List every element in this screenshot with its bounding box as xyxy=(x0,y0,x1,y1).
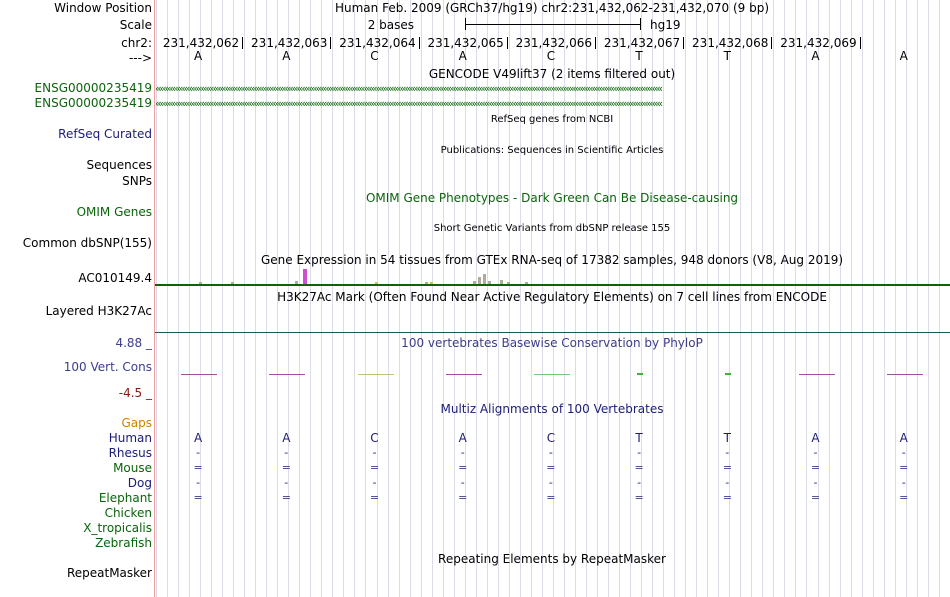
alignment-rhesus-cell: - xyxy=(284,446,289,459)
track-label-panel xyxy=(0,0,155,597)
conservation-mark[interactable] xyxy=(799,374,835,375)
alignment-human-cell: A xyxy=(811,431,820,445)
alignment-human-cell: T xyxy=(635,431,643,445)
gencode-track-title: GENCODE V49lift37 (2 items filtered out) xyxy=(428,67,676,81)
alignment-mouse-cell: = xyxy=(810,461,821,474)
multiz-track-title: Multiz Alignments of 100 Vertebrates xyxy=(440,402,664,416)
gene-strand-arrows-2[interactable] xyxy=(155,98,950,110)
coordinate-label: 231,432,062 xyxy=(162,36,240,50)
alignment-elephant-cell: = xyxy=(810,491,821,504)
coordinate-label: 231,432,068 xyxy=(692,36,769,50)
alignment-mouse-cell: = xyxy=(722,461,732,474)
omim-genes-label[interactable]: OMIM Genes xyxy=(76,205,152,219)
refseq-curated-label[interactable]: RefSeq Curated xyxy=(58,127,152,141)
coordinate-tick xyxy=(330,37,331,49)
alignment-dog-cell: - xyxy=(637,476,642,489)
coordinate-tick xyxy=(595,37,596,49)
repeatmasker-track-title: Repeating Elements by RepeatMasker xyxy=(438,552,666,566)
refseq-track-title: RefSeq genes from NCBI xyxy=(490,114,614,125)
alignment-mouse-cell: = xyxy=(458,461,468,474)
common-dbsnp-label[interactable]: Common dbSNP(155) xyxy=(22,236,152,250)
alignment-elephant-cell: = xyxy=(546,491,556,504)
alignment-mouse-cell: = xyxy=(281,461,291,474)
coordinate-tick xyxy=(419,37,420,49)
reference-base: A xyxy=(811,49,820,63)
gtex-track-title: Gene Expression in 54 tissues from GTEx RNA-seq of 17382 samples, 948 donors (V8, Aug 2019) xyxy=(260,253,844,267)
sequences-label[interactable]: Sequences xyxy=(86,158,152,172)
alignment-rhesus-cell: - xyxy=(901,446,906,459)
species-label-elephant: Elephant xyxy=(98,491,152,505)
scale-bar xyxy=(465,24,641,25)
alignment-elephant-cell: = xyxy=(369,491,380,504)
gtex-tissue-bar[interactable] xyxy=(303,269,307,284)
gtex-baseline xyxy=(155,284,950,286)
alignment-rhesus-cell: - xyxy=(460,446,465,459)
h3k27ac-signal-line xyxy=(155,332,950,333)
alignment-dog-cell: - xyxy=(196,476,201,489)
gtex-tissue-bar[interactable] xyxy=(483,274,486,284)
alignment-elephant-cell: = xyxy=(281,491,291,504)
alignment-human-cell: T xyxy=(723,431,731,445)
alignment-human-cell: A xyxy=(193,431,203,445)
alignment-dog-cell: - xyxy=(372,476,377,489)
species-label-zebrafish: Zebrafish xyxy=(95,536,152,550)
conservation-mark[interactable] xyxy=(269,374,305,375)
alignment-human-cell: C xyxy=(370,431,379,445)
alignment-dog-cell: - xyxy=(548,476,553,489)
scale-bar-right-cap xyxy=(640,18,641,30)
alignment-mouse-cell: = xyxy=(634,461,644,474)
scale-label: Scale xyxy=(119,18,152,32)
alignment-human-cell: A xyxy=(899,431,908,445)
reference-base: T xyxy=(723,49,731,63)
conservation-mark[interactable] xyxy=(534,374,570,375)
vert-cons-label[interactable]: 100 Vert. Cons xyxy=(63,360,152,374)
coordinate-label: 231,432,067 xyxy=(603,36,681,50)
coordinate-tick xyxy=(771,37,772,49)
omim-track-title: OMIM Gene Phenotypes - Dark Green Can Be Disease-causing xyxy=(365,191,739,205)
alignment-dog-cell: - xyxy=(284,476,289,489)
gtex-gene-label[interactable]: AC010149.4 xyxy=(78,271,152,285)
publications-track-title: Publications: Sequences in Scientific Articles xyxy=(440,145,664,156)
alignment-rhesus-cell: - xyxy=(548,446,553,459)
conservation-mark[interactable] xyxy=(637,373,643,375)
alignment-mouse-cell: = xyxy=(369,461,380,474)
alignment-elephant-cell: = xyxy=(634,491,644,504)
alignment-mouse-cell: = xyxy=(546,461,556,474)
reference-base: T xyxy=(635,49,643,63)
strand-label: ---> xyxy=(128,51,152,65)
phylop-track-title: 100 vertebrates Basewise Conservation by PhyloP xyxy=(401,336,703,350)
coordinate-tick xyxy=(683,37,684,49)
conservation-mark[interactable] xyxy=(358,374,394,375)
conservation-mark[interactable] xyxy=(446,374,482,375)
track-image-panel[interactable] xyxy=(155,0,950,597)
cons-min-label: -4.5 _ xyxy=(118,386,152,400)
coordinate-label: 231,432,064 xyxy=(339,36,416,50)
reference-base: C xyxy=(370,49,379,63)
alignment-elephant-cell: = xyxy=(722,491,732,504)
species-label-mouse: Mouse xyxy=(113,461,152,475)
alignment-mouse-cell: = xyxy=(899,461,909,474)
position-title: Human Feb. 2009 (GRCh37/hg19) chr2:231,432,062-231,432,070 (9 bp) xyxy=(334,1,770,15)
alignment-rhesus-cell: - xyxy=(637,446,642,459)
window-position-label: Window Position xyxy=(54,1,152,15)
conservation-mark[interactable] xyxy=(725,373,731,375)
scale-text: 2 bases xyxy=(367,18,414,32)
reference-base: A xyxy=(193,49,203,63)
alignment-dog-cell: - xyxy=(725,476,730,489)
species-label-dog: Dog xyxy=(127,476,152,490)
alignment-dog-cell: - xyxy=(460,476,465,489)
repeatmasker-label[interactable]: RepeatMasker xyxy=(66,566,152,580)
gene-label-2[interactable]: ENSG00000235419 xyxy=(34,96,152,110)
dbsnp-track-title: Short Genetic Variants from dbSNP release 155 xyxy=(433,223,671,234)
gene-strand-arrows-1[interactable] xyxy=(155,83,950,95)
alignment-human-cell: C xyxy=(546,431,556,445)
coordinate-tick xyxy=(242,37,243,49)
coordinate-tick xyxy=(507,37,508,49)
coordinate-label: 231,432,065 xyxy=(427,36,504,50)
coordinate-label: 231,432,063 xyxy=(251,36,328,50)
gaps-label: Gaps xyxy=(121,416,152,430)
reference-base: A xyxy=(282,49,291,63)
conservation-mark[interactable] xyxy=(181,374,217,375)
gtex-tissue-bar[interactable] xyxy=(478,277,481,284)
species-label-rhesus: Rhesus xyxy=(108,446,152,460)
alignment-elephant-cell: = xyxy=(193,491,203,504)
reference-base: A xyxy=(458,49,467,63)
alignment-dog-cell: - xyxy=(813,476,818,489)
species-label-human: Human xyxy=(108,431,152,445)
coordinate-label: 231,432,069 xyxy=(780,36,857,50)
reference-base: C xyxy=(546,49,556,63)
alignment-dog-cell: - xyxy=(901,476,906,489)
species-label-x-tropicalis: X_tropicalis xyxy=(83,521,152,535)
h3k27ac-track-title: H3K27Ac Mark (Often Found Near Active Regulatory Elements) on 7 cell lines from ENCODE xyxy=(277,290,827,304)
alignment-elephant-cell: = xyxy=(899,491,909,504)
alignment-elephant-cell: = xyxy=(458,491,468,504)
conservation-mark[interactable] xyxy=(887,374,923,375)
species-label-chicken: Chicken xyxy=(104,506,152,520)
alignment-rhesus-cell: - xyxy=(725,446,730,459)
coordinate-tick xyxy=(860,37,861,49)
alignment-human-cell: A xyxy=(282,431,291,445)
reference-base: A xyxy=(899,49,908,63)
alignment-rhesus-cell: - xyxy=(196,446,201,459)
chromosome-label: chr2: xyxy=(121,36,152,50)
coordinate-label: 231,432,066 xyxy=(515,36,592,50)
alignment-human-cell: A xyxy=(458,431,467,445)
alignment-rhesus-cell: - xyxy=(372,446,377,459)
layered-h3k27ac-label[interactable]: Layered H3K27Ac xyxy=(45,304,152,318)
assembly-label: hg19 xyxy=(650,18,681,32)
cons-max-label: 4.88 _ xyxy=(115,336,152,350)
alignment-mouse-cell: = xyxy=(193,461,203,474)
snps-label[interactable]: SNPs xyxy=(122,174,152,188)
gene-label-1[interactable]: ENSG00000235419 xyxy=(34,81,152,95)
alignment-rhesus-cell: - xyxy=(813,446,818,459)
scale-bar-left-cap xyxy=(465,18,466,30)
